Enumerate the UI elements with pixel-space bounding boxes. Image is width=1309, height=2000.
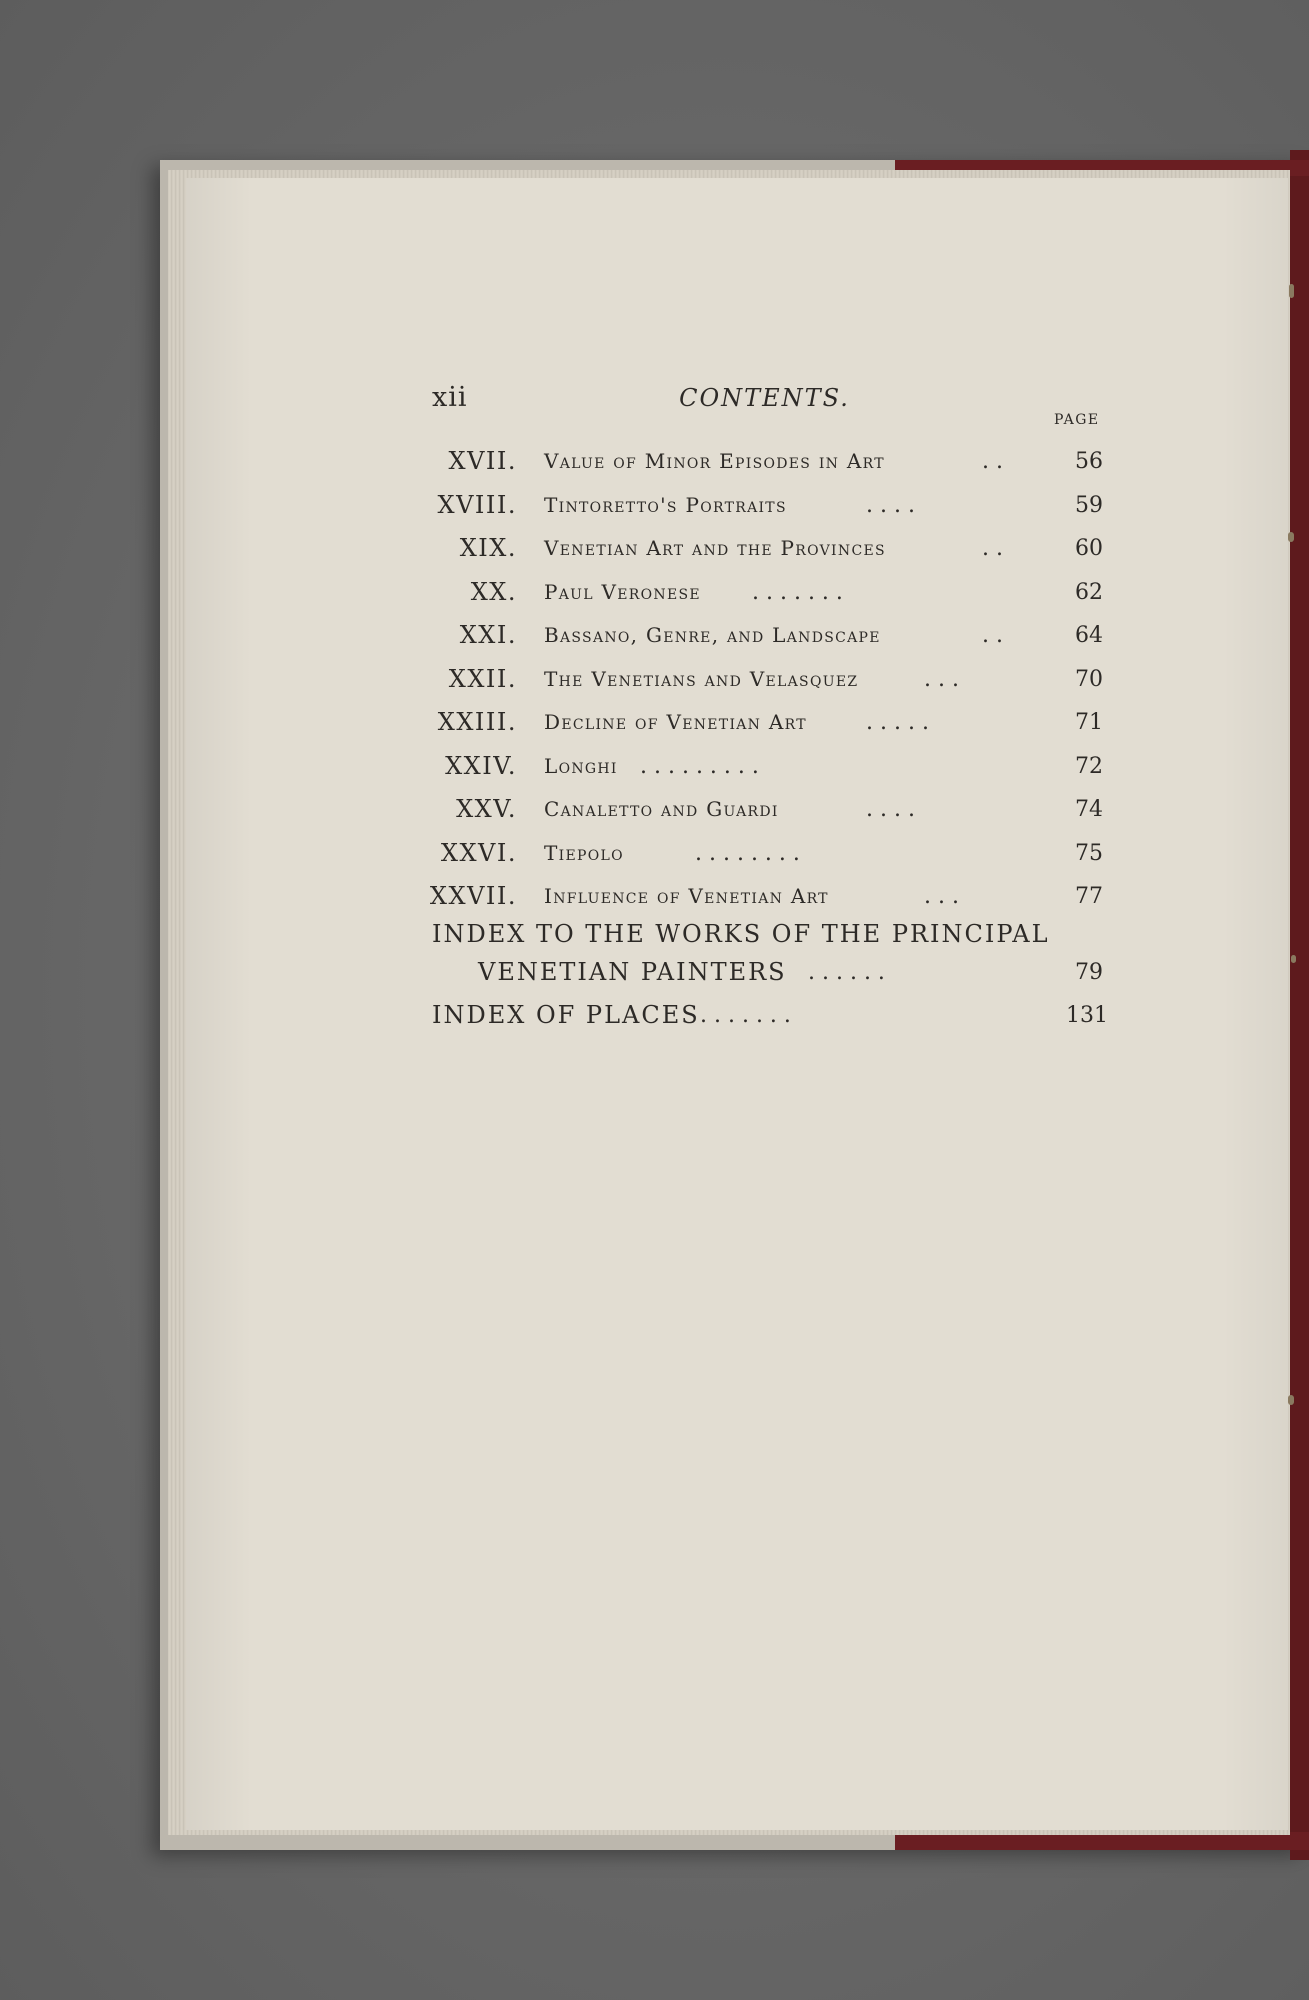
toc-entry (0, 665, 1309, 705)
chapter-numeral: XVIII. (437, 491, 517, 519)
leader-dots: . . (982, 536, 1003, 561)
leader-dots: . . . . . (866, 710, 929, 735)
chapter-numeral: XXVI. (440, 839, 517, 867)
toc-entry (0, 708, 1309, 748)
chapter-page: 70 (1075, 667, 1103, 692)
toc-entry (0, 621, 1309, 661)
chapter-page: 71 (1075, 710, 1103, 735)
index-places-title: INDEX OF PLACES (432, 1001, 700, 1029)
chapter-page: 77 (1075, 884, 1103, 909)
leader-dots: . . . . (866, 797, 915, 822)
leader-dots: . . (982, 623, 1003, 648)
chapter-page: 60 (1075, 536, 1103, 561)
chapter-numeral: XXI. (459, 621, 517, 649)
toc-entry (0, 534, 1309, 574)
index-places-page: 131 (1066, 1003, 1108, 1028)
chapter-page: 74 (1075, 797, 1103, 822)
chapter-numeral: XXII. (448, 665, 517, 693)
toc-entry (0, 578, 1309, 618)
index-works-title-line2: VENETIAN PAINTERS (478, 958, 787, 986)
leader-dots: . . . . . . (808, 960, 885, 985)
leader-dots: . . . . . . . . . (640, 754, 759, 779)
toc-entry (0, 795, 1309, 835)
leader-dots: . . . . . . . . (695, 841, 800, 866)
toc-entry (0, 839, 1309, 879)
page-column-label: PAGE (1054, 412, 1100, 428)
chapter-page: 56 (1075, 449, 1103, 474)
leader-dots: . . . (924, 667, 959, 692)
chapter-page: 64 (1075, 623, 1103, 648)
leader-dots: . . . . (866, 493, 915, 518)
chapter-page: 72 (1075, 754, 1103, 779)
leader-dots: . . . . . . . (700, 1003, 791, 1028)
chapter-numeral: XXVII. (429, 882, 517, 910)
chapter-title: Influence of Venetian Art (544, 884, 829, 908)
chapter-title: Decline of Venetian Art (544, 710, 807, 734)
running-title: CONTENTS. (679, 384, 850, 412)
chapter-numeral: XXV. (456, 795, 517, 823)
toc-entry (0, 1001, 1309, 1041)
chapter-title: Venetian Art and the Provinces (544, 536, 886, 560)
page-number: xii (432, 382, 468, 413)
chapter-title: Longhi (544, 754, 618, 778)
leader-dots: . . . . . . . (752, 580, 843, 605)
toc-entry (0, 958, 1309, 998)
chapter-title: Tiepolo (544, 841, 624, 865)
chapter-page: 62 (1075, 580, 1103, 605)
chapter-numeral: XXIV. (445, 752, 517, 780)
chapter-title: Bassano, Genre, and Landscape (544, 623, 881, 647)
toc-entry (0, 752, 1309, 792)
chapter-numeral: XIX. (459, 534, 517, 562)
chapter-title: Tintoretto's Portraits (544, 493, 787, 517)
toc-entry (0, 491, 1309, 531)
chapter-page: 75 (1075, 841, 1103, 866)
chapter-numeral: XX. (470, 578, 517, 606)
toc-entry (0, 882, 1309, 922)
index-works-title-line1: INDEX TO THE WORKS OF THE PRINCIPAL (432, 920, 1050, 948)
chapter-numeral: XXIII. (437, 708, 517, 736)
chapter-title: Value of Minor Episodes in Art (544, 449, 885, 473)
chapter-title: Paul Veronese (544, 580, 701, 604)
toc-entry (0, 447, 1309, 487)
chapter-numeral: XVII. (448, 447, 517, 475)
leader-dots: . . . (924, 884, 959, 909)
chapter-title: The Venetians and Velasquez (544, 667, 859, 691)
leader-dots: . . (982, 449, 1003, 474)
chapter-title: Canaletto and Guardi (544, 797, 779, 821)
index-works-page: 79 (1075, 960, 1103, 985)
chapter-page: 59 (1075, 493, 1103, 518)
